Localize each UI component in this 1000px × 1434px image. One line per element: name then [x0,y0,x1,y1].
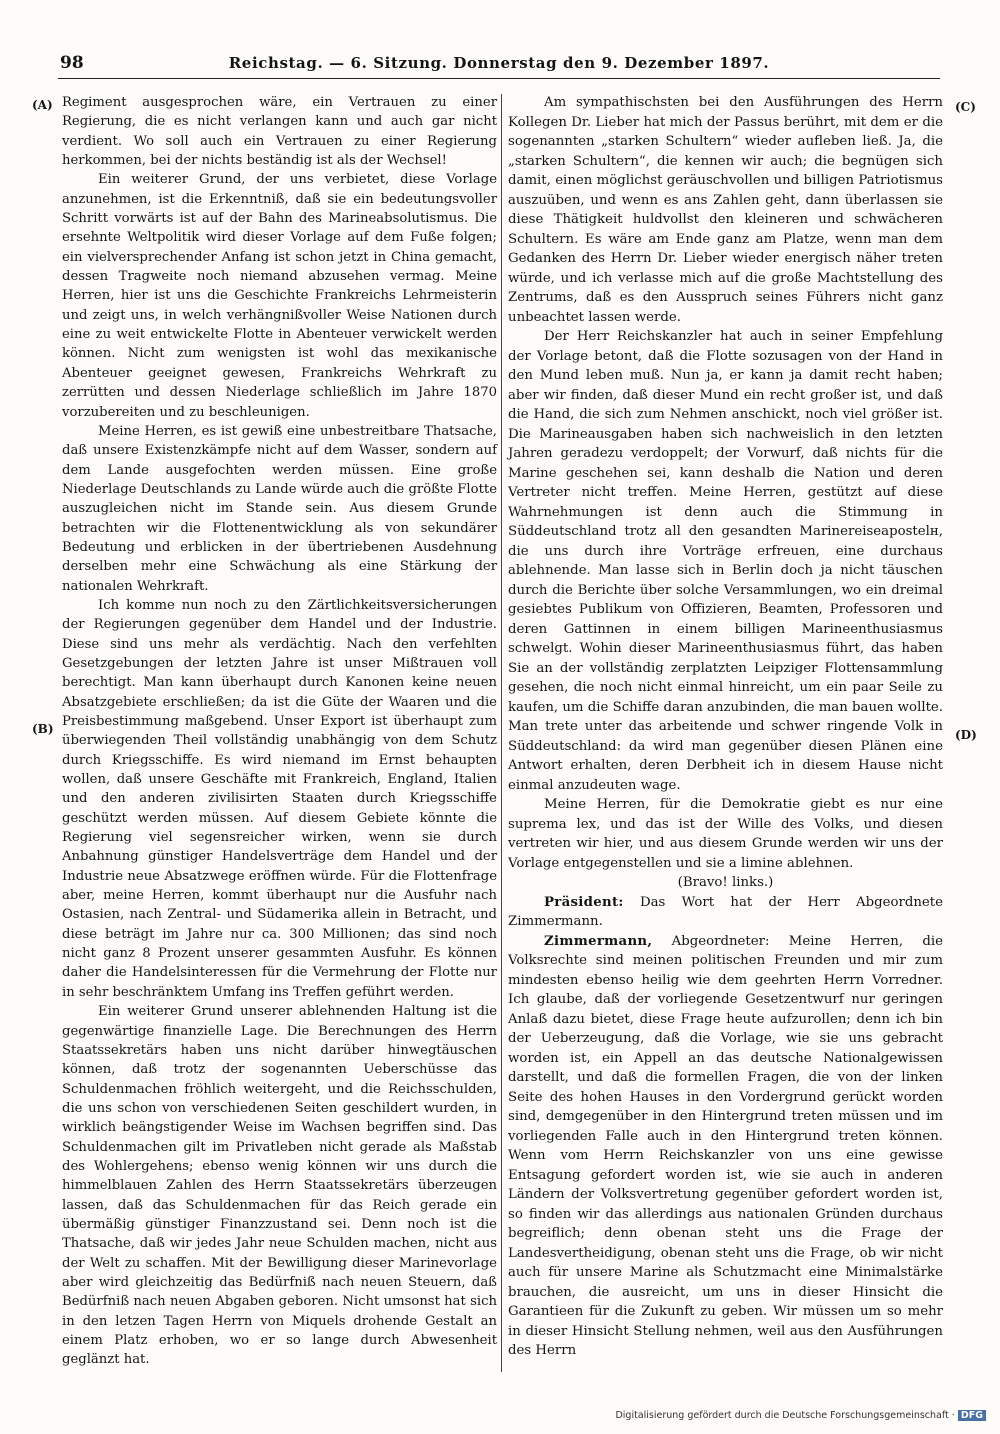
paragraph: Ein weiterer Grund, der uns verbietet, diese Vorlage anzunehmen, ist die Erkenntniß, daß sie ein bedeutungsvoller Schritt vorwärts ist auf der Bahn des Marineabsolutismus. Die ersehnte Weltpolitik wird dieser Vorlage auf dem Fuße folgen; ein vielversprechender Anfang ist schon jetzt in China gemacht, dessen Tragweite noch niemand abzusehen vermag. Meine Herren, hier ist uns die Geschichte Frankreichs Lehrmeisterin und zeigt uns, in welch verhängnißvoller Weise Nationen durch eine zu weit entwickelte Flotte in Abenteuer verwickelt werden können. Nicht zum wenigsten ist wohl das mexikanische Abenteuer geeignet gewesen, Frankreichs Wehrkraft zu zerrütten und dessen Niederlage schließlich im Jahre 1870 vorzubereiten und zu beschleunigen. [62,172,497,420]
page-number: 98 [60,53,84,73]
dfg-logo: DFG [958,1410,986,1421]
applause-note: (Bravo! links.) [677,875,774,890]
credit-text: Digitalisierung gefördert durch die Deutsche Forschungsgemeinschaft · [615,1410,955,1421]
right-column [508,93,943,1361]
margin-marker-c: (C) [955,100,976,114]
speaker-statement [508,932,943,1361]
margin-marker-a: (A) [32,98,53,112]
speaker-text: Abgeordneter: Meine Herren, die Volksrechte sind meinen politischen Freunden und mir zum mindesten ebenso heilig wie dem geehrten Herrn Vorredner. Ich glaube, daß der vorliegende Gesetzentwurf nur geringen Anlaß dazu bietet, diese Frage heute aufzurollen; denn ich bin der Ueberzeugung, daß die Vorlage, wie sie uns gebracht worden ist, ein Appell an das deutsche Nationalgewissen darstellt, und daß die formellen Fragen, die von der linken Seite des hohen Hauses in den Vordergrund gerückt worden sind, demgegenüber in den Hintergrund treten müssen und im vorliegenden Falle auch in den Hintergrund treten können. Wenn vom Herrn Reichskanzler von uns eine gewisse Entsagung gefordert worden ist, wie sie auch in anderen Ländern der Volksvertretung gegenüber gefordert worden ist, so finden wir das allerdings aus nationalen Gründen durchaus begreiflich; denn obenan steht uns die Frage der Landesvertheidigung, obenan steht uns die Frage, ob wir nicht auch für unsere Marine als Schutzmacht eine Minimalstärke brauchen, die ausreicht, um uns in dieser Hinsicht die Garantieen für die Zukunft zu geben. Wir müssen um so mehr in dieser Hinsicht Stellung nehmen, weil aus den Ausführungen des Herrn [508,933,944,1358]
president-statement [508,893,943,932]
paragraph: Der Herr Reichskanzler hat auch in seiner Empfehlung der Vorlage betont, daß die Flotte sozusagen von der Hand in den Mund leben muß. Nun ja, er kann ja damit recht haben; aber wir finden, daß dieser Mund ein recht großer ist, und daß die Hand, die sich zum Nehmen anschickt, noch viel größer ist. Die Marineausgaben haben sich nachweislich in den letzten Jahren geradezu verdoppelt; der Vorwurf, daß nichts für die Marine geschehen sei, kann deshalb die Nation und deren Vertreter nicht treffen. Meine Herren, gestützt auf diese Wahrnehmungen ist denn auch die Stimmung in Süddeutschland trotz all den gesandten Marinereiseapostelн, die uns durch ihre Vorträge erfreuen, eine durchaus ablehnende. Man lasse sich in Berlin doch ja nicht täuschen durch die Berichte über solche Versammlungen, wo ein dreimal gesiebtes Publikum von Offizieren, Beamten, Professoren und deren Gattinnen in einem billigen Marineenthusiasmus schwelgt. Wohin dieser Marineenthusiasmus führt, das haben Sie an der vollständig zerplatzten Leipziger Flottensammlung gesehen, die noch nicht einmal hinreicht, um ein paar Seile zu kaufen, um die Schiffe daran anzubinden, die man bauen wollte. Man trete unter das arbeitende und schwer ringende Volk in Süddeutschland: da wird man gegenüber diesen Plänen eine Antwort erhalten, deren Derbheit ich in diesem Hause nicht einmal anzudeuten wage. [508,329,944,793]
paragraph: Ich komme nun noch zu den Zärtlichkeitsversicherungen der Regierungen gegenüber dem Handel und der Industrie. Diese sind uns mehr als verdächtig. Nach den verfehlten Gesetzgebungen der letzten Jahre ist unser Mißtrauen voll berechtigt. Man kann überhaupt durch Kanonen keine neuen Absatzgebiete erschließen; da ist die Güte der Waaren und die Preisbestimmung maßgebend. Unser Export ist überhaupt zum überwiegenden Theil vollständig unabhängig von dem Schutz durch Kriegsschiffe. Es wird niemand im Ernst behaupten wollen, daß unsere Geschäfte mit Frankreich, England, Italien und den anderen zivilisirten Staaten durch Kriegsschiffe geschützt werden müssen. Auf diesem Gebiete könnte die Regierung viel segensreicher wirken, wenn sie durch Anbahnung günstiger Handelsverträge dem Handel und der Industrie neue Absatzwege eröffnen würde. Für die Flottenfrage aber, meine Herren, kommt überhaupt nur die Ausfuhr nach Ostasien, nach Zentral- und Südamerika allein in Betracht, und diese beträgt im Jahre nur ca. 300 Millionen; das sind noch nicht ganz 8 Prozent unserer gesammten Ausfuhr. Es können daher die Handelsinteressen für die Vermehrung der Flotte nur in sehr beschränktem Umfang ins Treffen geführt werden. [62,597,497,1000]
page-header [58,48,940,79]
margin-marker-b: (B) [32,722,54,736]
paragraph: Ein weiterer Grund unserer ablehnenden Haltung ist die gegenwärtige finanzielle Lage. Die Berechnungen des Herrn Staatssekretärs haben uns nicht darüber hinwegtäuschen können, daß trotz der sogenannten Ueberschüsse das Schuldenmachen fröhlich weitergeht, und die Reichsschulden, die uns schon von verschiedenen Seiten geschildert wurden, in wirklich beängstigender Weise im Wachsen begriffen sind. Das Schuldenmachen gilt im Privatleben nicht gerade als Maßstab des Wohlergehens; ebenso wenig können wir uns durch die himmelblauen Zahlen des Herrn Staatssekretärs überzeugen lassen, daß das Schuldenmachen für das Reich gerade ein übermäßig günstiger Finanzzustand sei. Denn noch ist die Thatsache, daß wir jedes Jahr neue Schulden machen, nicht aus der Welt zu schaffen. Mit der Bewilligung dieser Marinevorlage aber wird gleichzeitig das Bedürfniß nach neuen Steuern, daß Bedürfniß nach neuen Abgaben geboren. Nicht umsonst hat sich in den letzen Tagen Herrn von Miquels drohende Gestalt an einem Platz erhoben, wo er so lange durch Abwesenheit geglänzt hat. [62,1004,497,1368]
running-title: Reichstag. — 6. Sitzung. Donnerstag den 9. Dezember 1897. [228,54,770,72]
digitization-credit [615,1410,986,1421]
left-column [62,93,497,1370]
margin-marker-d: (D) [955,728,977,742]
president-label: Präsident: [544,894,624,910]
speaker-name: Zimmermann, [544,933,653,949]
paragraph: Am sympathischsten bei den Ausführungen des Herrn Kollegen Dr. Lieber hat mich der Passus berührt, mit dem er die sogenannten „starken Schultern“ wieder aufleben ließ. Ja, die „starken Schultern“, die kennen wir auch; die begnügen sich damit, einen möglichst geräuschvollen und billigen Patriotismus auszuüben, und wenn es ans Zahlen geht, dann überlassen sie diese Thätigkeit huldvollst den kleineren und schwächeren Schultern. Es wäre am Ende ganz am Platze, wenn man dem Gedanken des Herrn Dr. Lieber wieder energisch näher treten würde, und ich verlasse mich auf die große Machtstellung des Zentrums, daß es den Ausspruch seines Führers nicht ganz unbeachtet lassen werde. [508,95,943,325]
paragraph: Regiment ausgesprochen wäre, ein Vertrauen zu einer Regierung, die es nicht verlangen kann und auch gar nicht verdient. Wo soll auch ein Vertrauen zu einer Regierung herkommen, bei der nichts beständig ist als der Wechsel! [62,95,497,169]
president-text: Das Wort hat der Herr Abgeordnete Zimmermann. [508,894,944,929]
paragraph: Meine Herren, es ist gewiß eine unbestreitbare Thatsache, daß unsere Existenzkämpfe nicht auf dem Wasser, sondern auf dem Lande ausgefochten werden müssen. Eine große Niederlage Deutschlands zu Lande würde auch die größte Flotte auszugleichen nicht im Stande sein. Aus diesem Grunde betrachten wir die Flottenentwicklung als von sekundärer Bedeutung und erblicken in der übertriebenen Ausdehnung derselben mehr eine Schwächung als eine Stärkung der nationalen Wehrkraft. [62,423,497,594]
column-divider [501,94,502,1372]
paragraph: Meine Herren, für die Demokratie giebt es nur eine suprema lex, und das ist der Wille des Volks, und diesen vertreten wir hier, und aus diesem Grunde werden wir uns der Vorlage entgegenstellen und sie a limine ablehnen. [508,797,943,871]
